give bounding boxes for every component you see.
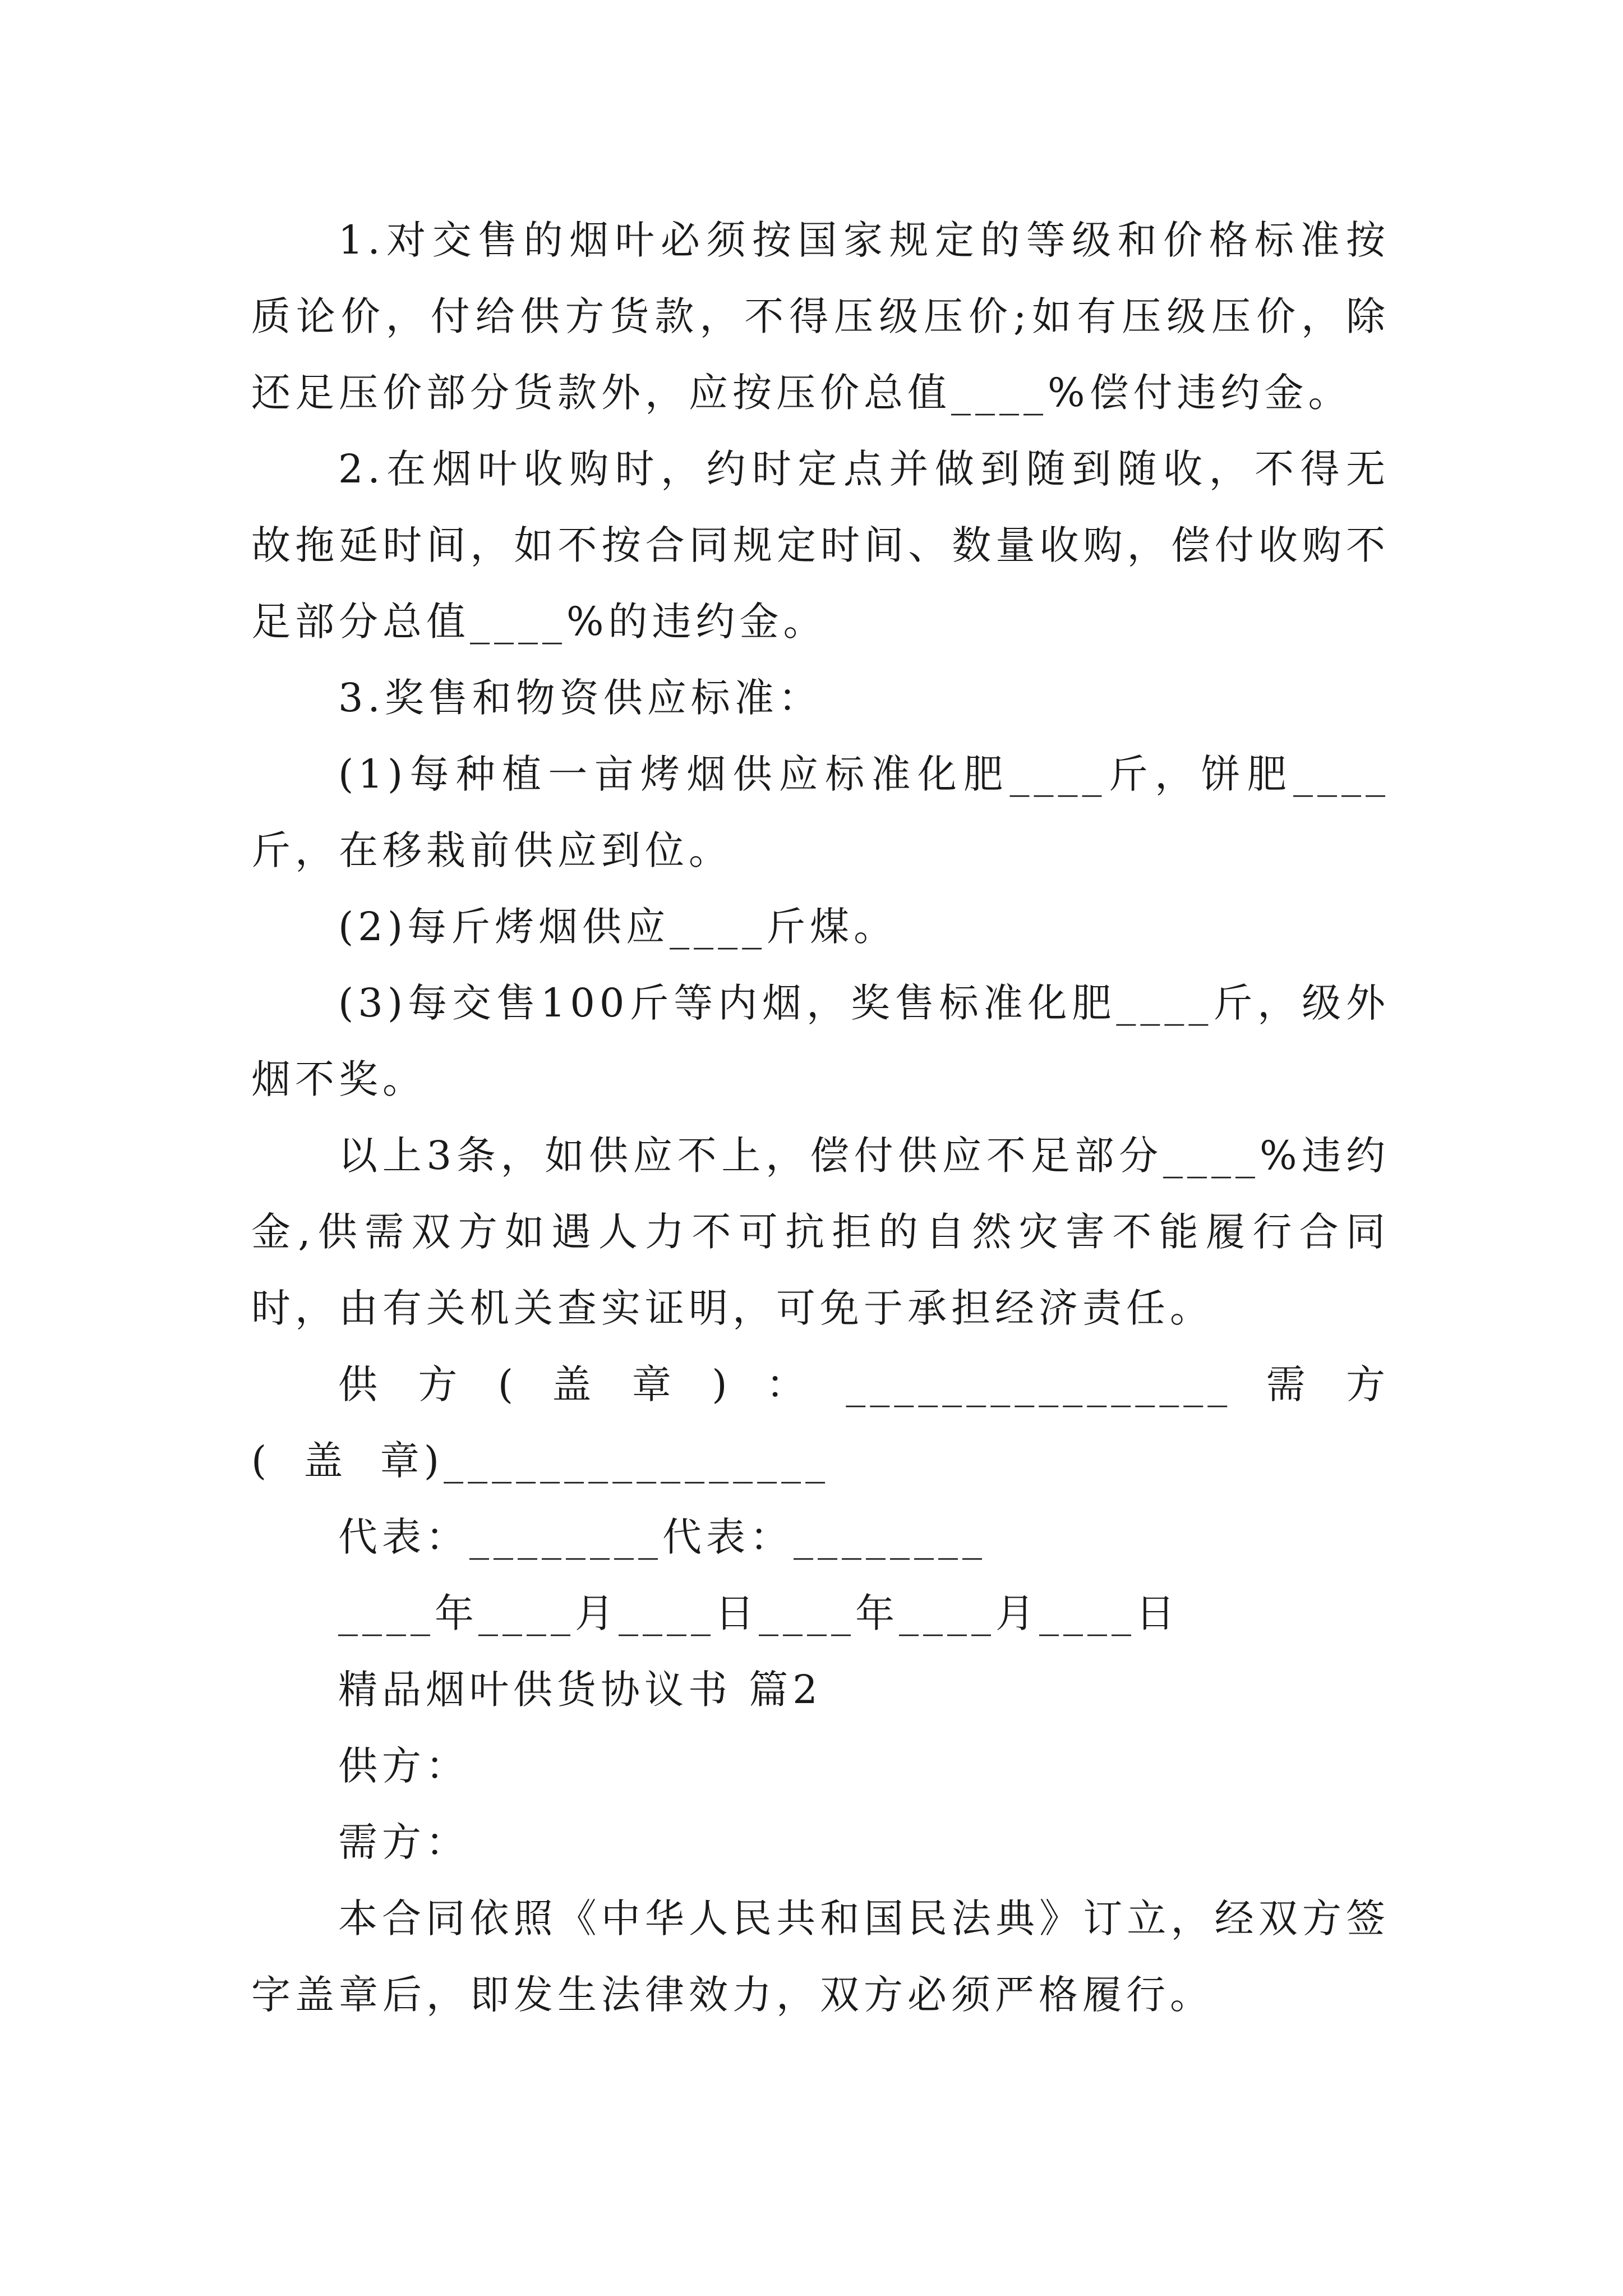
document-body <box>251 202 1390 2033</box>
supplier-label: 供方： <box>338 1743 469 1789</box>
clause-3-item-3: (3)每交售100斤等内烟，奖售标准化肥____斤，级外烟不奖。 <box>251 980 1390 1102</box>
date-line: ____年____月____日____年____月____日 <box>338 1590 1179 1636</box>
clause-3-heading: 3.奖售和物资供应标准： <box>338 675 822 721</box>
clause-3-item-2: (2)每斤烤烟供应____斤煤。 <box>338 904 898 950</box>
section-title: 精品烟叶供货协议书 篇2 <box>338 1667 822 1713</box>
clause-3-item-1: (1)每种植一亩烤烟供应标准化肥____斤，饼肥____斤，在移栽前供应到位。 <box>251 751 1390 873</box>
closing-paragraph: 本合同依照《中华人民共和国民法典》订立，经双方签字盖章后，即发生法律效力，双方必须严格履行。 <box>251 1895 1390 2018</box>
buyer-label: 需方： <box>338 1819 469 1865</box>
clause-1: 1.对交售的烟叶必须按国家规定的等级和价格标准按质论价，付给供方货款，不得压级压价;如有压级压价，除还足压价部分货款外，应按压价总值____%偿付违约金。 <box>251 217 1390 416</box>
representative-line: 代表：________代表：________ <box>338 1514 986 1560</box>
clause-2: 2.在烟叶收购时，约时定点并做到随到随收，不得无故拖延时间，如不按合同规定时间、数量收购，偿付收购不足部分总值____%的违约金。 <box>251 446 1390 645</box>
penalty-clause: 以上3条，如供应不上，偿付供应不足部分____%违约金,供需双方如遇人力不可抗拒的自然灾害不能履行合同时，由有关机关查实证明，可免于承担经济责任。 <box>251 1133 1390 1331</box>
signature-line: 供 方 ( 盖 章 ) ： ________________ 需 方 ( 盖 章)________________ <box>251 1361 1390 1484</box>
